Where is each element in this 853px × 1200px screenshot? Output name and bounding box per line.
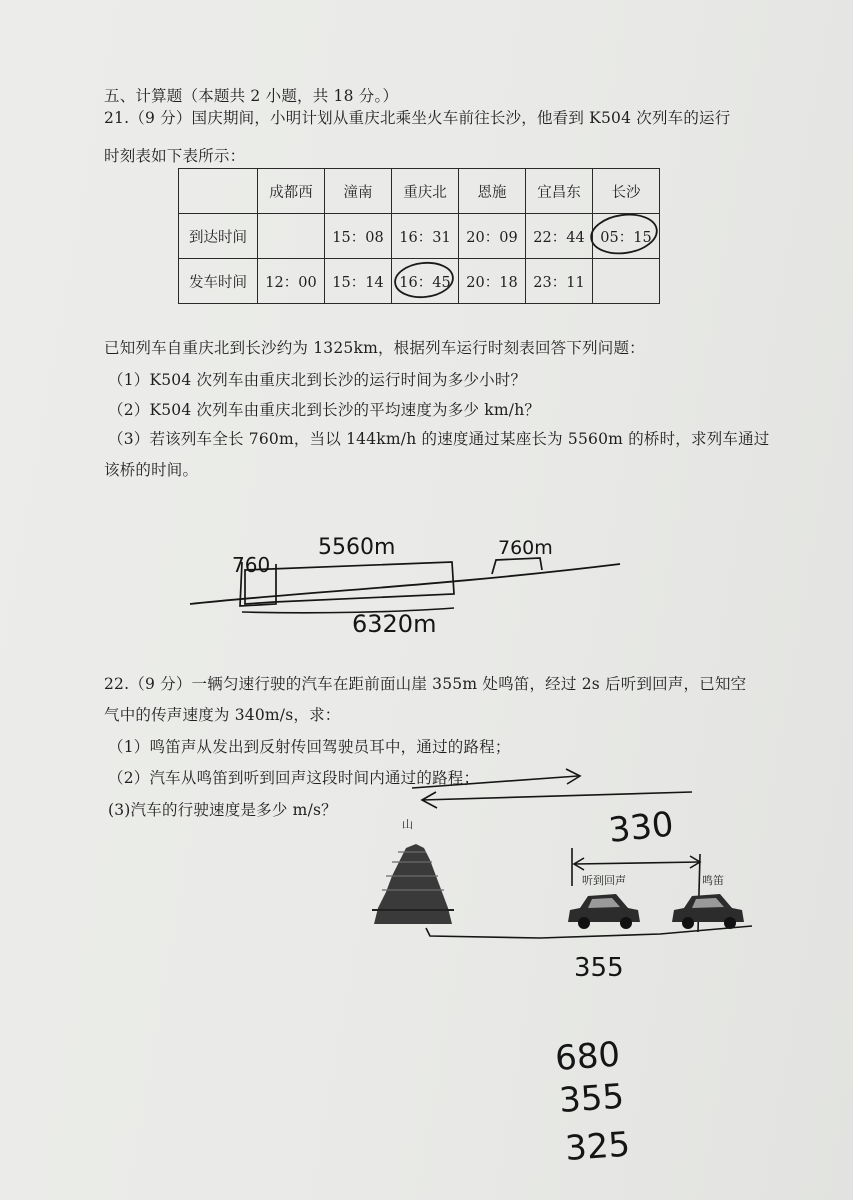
handwritten-calculation	[540, 1020, 680, 1180]
q22-line1: 22.（9 分）一辆匀速行驶的汽车在距前面山崖 355m 处鸣笛，经过 2s 后听到回声，已知空	[104, 675, 747, 693]
hw-355-calc: 355	[557, 1076, 626, 1121]
car-icon-honk	[672, 894, 744, 929]
depart-cell: 23：11	[526, 259, 593, 304]
station-cell: 成都西	[258, 169, 325, 214]
section-header: 五、计算题（本题共 2 小题，共 18 分。）	[104, 87, 399, 105]
q21-sub1: （1）K504 次列车由重庆北到长沙的运行时间为多少小时？	[108, 371, 527, 389]
hear-echo-label: 听到回声	[582, 874, 626, 887]
hw-bridge-length: 5560m	[318, 535, 396, 560]
arrive-cell: 20：09	[459, 214, 526, 259]
hw-train-length: 760	[232, 553, 271, 577]
station-cell: 潼南	[325, 169, 392, 214]
station-cell: 重庆北	[392, 169, 459, 214]
hw-train-length-m: 760m	[498, 537, 553, 559]
q22-sub2: （2）汽车从鸣笛到听到回声这段时间内通过的路程；	[108, 769, 480, 787]
bridge-shape	[245, 562, 454, 604]
arrow-right-head	[566, 769, 580, 784]
row-label-depart: 发车时间	[179, 259, 258, 304]
arrive-cell: 16：31	[392, 214, 459, 259]
depart-cell: 20：18	[459, 259, 526, 304]
q21-sub3-line2: 该桥的时间。	[104, 461, 199, 479]
arrive-cell: 22：44	[526, 214, 593, 259]
q21-given: 已知列车自重庆北到长沙约为 1325km，根据列车运行时刻表回答下列问题：	[104, 339, 645, 357]
q22-line2: 气中的传声速度为 340m/s，求：	[104, 706, 341, 724]
hw-355: 355	[574, 953, 624, 983]
honk-label: 鸣笛	[702, 874, 724, 887]
bracket-arrowheads	[574, 856, 700, 870]
hw-680: 680	[553, 1034, 622, 1079]
echo-figure	[360, 760, 780, 990]
hw-total-length: 6320m	[352, 610, 437, 638]
station-cell: 长沙	[593, 169, 660, 214]
honk-marker	[698, 854, 700, 932]
hw-325: 325	[563, 1124, 632, 1169]
station-cell: 宜昌东	[526, 169, 593, 214]
table-corner-cell	[179, 169, 258, 214]
arrow-left-line	[422, 792, 692, 800]
arrive-cell: 15：08	[325, 214, 392, 259]
q21-intro-line1: 21.（9 分）国庆期间，小明计划从重庆北乘坐火车前往长沙，他看到 K504 次列车的运行	[104, 109, 731, 127]
arrive-cell: 05：15	[593, 214, 660, 259]
train-box-left	[240, 562, 276, 606]
bracket-line	[574, 862, 700, 864]
depart-cell: 12：00	[258, 259, 325, 304]
row-label-arrive: 到达时间	[179, 214, 258, 259]
arrow-left-head	[422, 792, 437, 808]
depart-cell: 16：45	[392, 259, 459, 304]
bridge-sketch	[180, 528, 630, 648]
mountain-label: 山	[402, 818, 413, 831]
depart-cell	[593, 259, 660, 304]
depart-cell: 15：14	[325, 259, 392, 304]
station-cell: 恩施	[459, 169, 526, 214]
q22-sub1: （1）鸣笛声从发出到反射传回驾驶员耳中，通过的路程；	[108, 738, 511, 756]
mountain-icon	[372, 844, 454, 924]
q21-sub2: （2）K504 次列车由重庆北到长沙的平均速度为多少 km/h？	[108, 401, 541, 419]
table-row-stations	[179, 169, 660, 214]
arrive-cell	[258, 214, 325, 259]
q21-intro-line2: 时刻表如下表所示：	[104, 147, 246, 165]
train-timetable	[178, 168, 660, 304]
train-box-right	[492, 558, 542, 574]
q21-sub3-line1: （3）若该列车全长 760m，当以 144km/h 的速度通过某座长为 5560m 的桥时，求列车通过	[108, 430, 770, 448]
table-row-depart	[179, 259, 660, 304]
q22-sub3: (3)汽车的行驶速度是多少 m/s？	[108, 801, 337, 819]
total-length-line	[242, 608, 454, 613]
ground-bracket	[426, 926, 752, 938]
table-row-arrive	[179, 214, 660, 259]
ground-line	[190, 564, 620, 604]
hw-330: 330	[606, 804, 676, 851]
car-icon-hear	[568, 894, 640, 929]
